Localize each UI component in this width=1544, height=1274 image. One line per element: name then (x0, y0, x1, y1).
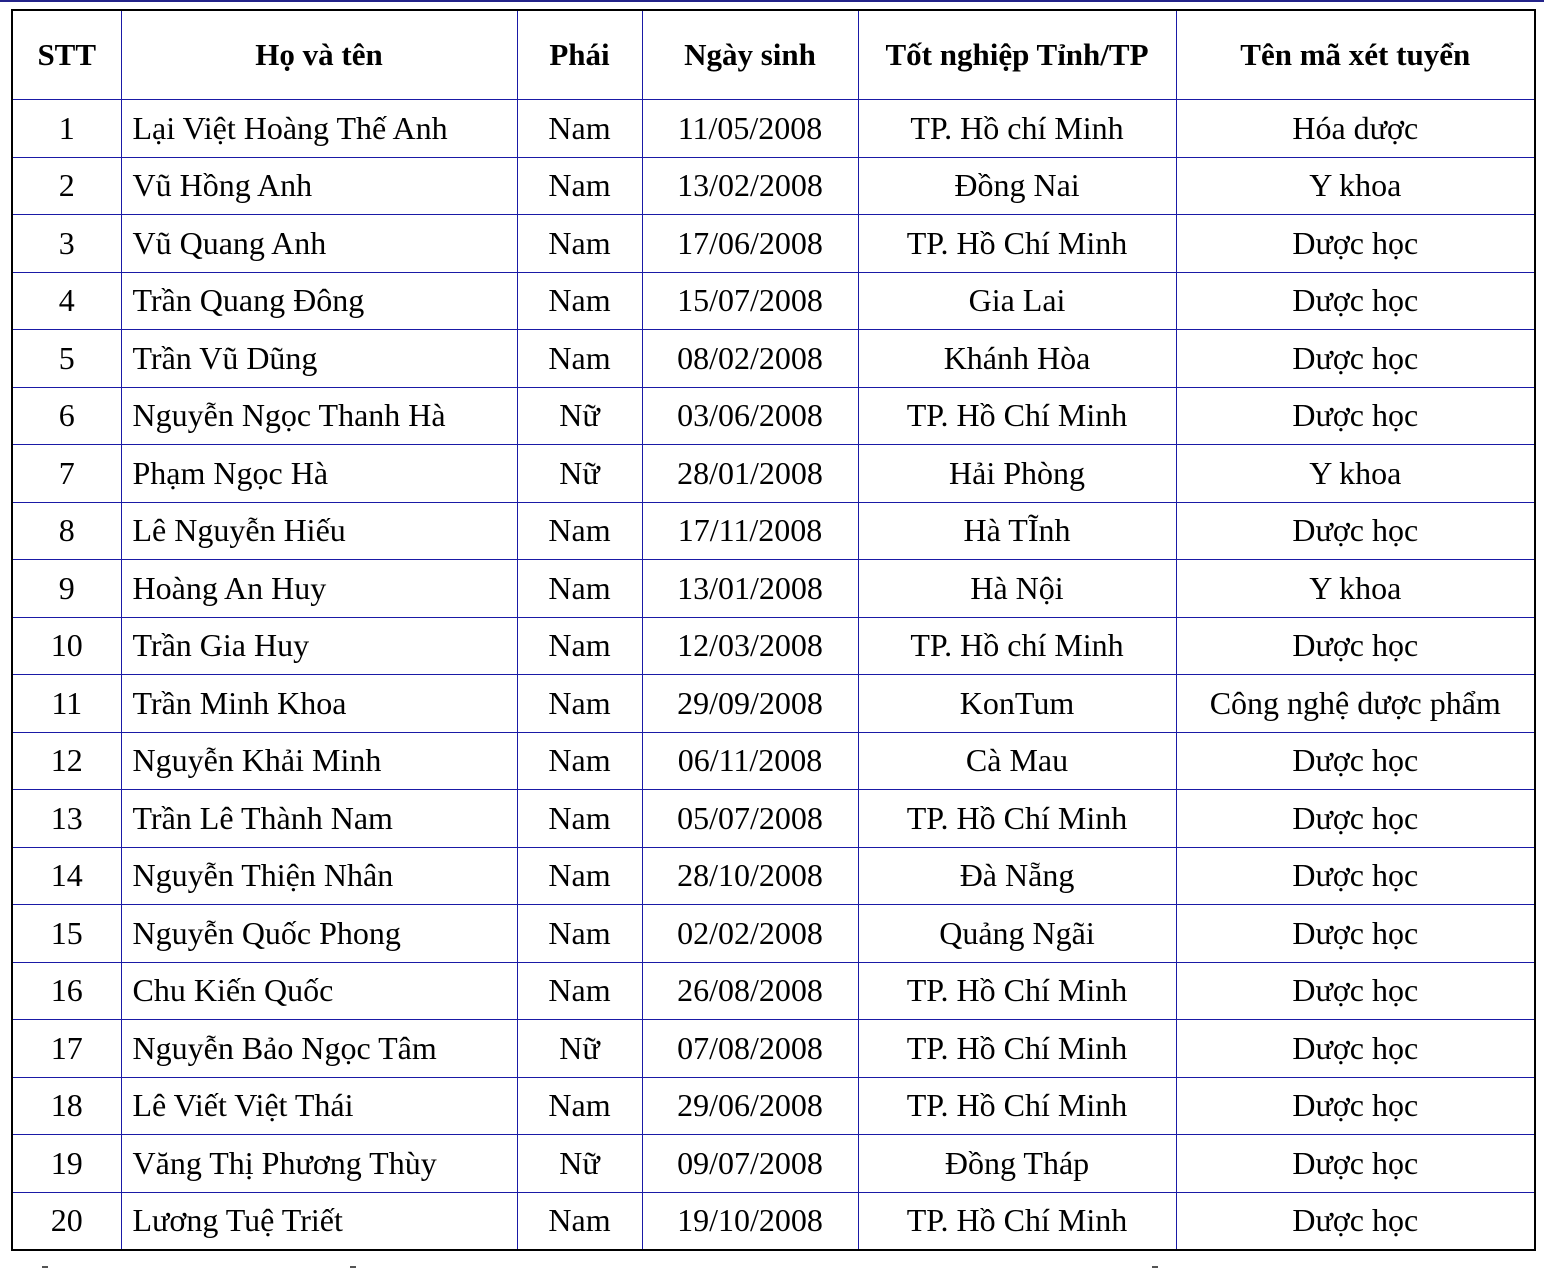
table-row (12, 1192, 1535, 1250)
cell-sex: Nam (517, 215, 642, 273)
table-row (12, 157, 1535, 215)
table-row (12, 790, 1535, 848)
table-row (12, 1020, 1535, 1078)
cell-dob: 02/02/2008 (642, 905, 858, 963)
cell-sex: Nam (517, 617, 642, 675)
cell-province: TP. Hồ Chí Minh (858, 1192, 1176, 1250)
cell-province: Cà Mau (858, 732, 1176, 790)
cell-province: TP. Hồ chí Minh (858, 100, 1176, 158)
cell-sex: Nam (517, 790, 642, 848)
cell-province: TP. Hồ Chí Minh (858, 1020, 1176, 1078)
cell-province: Hà Nội (858, 560, 1176, 618)
table-row (12, 272, 1535, 330)
cell-dob: 07/08/2008 (642, 1020, 858, 1078)
cell-sex: Nam (517, 100, 642, 158)
header-major: Tên mã xét tuyển (1176, 10, 1535, 100)
cell-stt: 18 (12, 1077, 121, 1135)
cell-stt: 11 (12, 675, 121, 733)
cell-major: Dược học (1176, 617, 1535, 675)
cell-dob: 29/06/2008 (642, 1077, 858, 1135)
cell-dob: 12/03/2008 (642, 617, 858, 675)
cell-province: Đồng Nai (858, 157, 1176, 215)
cell-dob: 17/06/2008 (642, 215, 858, 273)
cell-dob: 28/01/2008 (642, 445, 858, 503)
cell-province: Khánh Hòa (858, 330, 1176, 388)
cell-sex: Nam (517, 1192, 642, 1250)
cell-name: Trần Quang Đông (121, 272, 517, 330)
cell-stt: 1 (12, 100, 121, 158)
table-row (12, 617, 1535, 675)
table-body (12, 100, 1535, 1251)
cell-name: Lại Việt Hoàng Thế Anh (121, 100, 517, 158)
table-row (12, 502, 1535, 560)
cell-province: Quảng Ngãi (858, 905, 1176, 963)
cell-province: TP. Hồ Chí Minh (858, 790, 1176, 848)
cell-major: Dược học (1176, 847, 1535, 905)
cell-major: Công nghệ dược phẩm (1176, 675, 1535, 733)
cell-stt: 16 (12, 962, 121, 1020)
header-dob: Ngày sinh (642, 10, 858, 100)
header-name: Họ và tên (121, 10, 517, 100)
cell-major: Dược học (1176, 330, 1535, 388)
table-row (12, 100, 1535, 158)
cell-major: Dược học (1176, 962, 1535, 1020)
cell-dob: 11/05/2008 (642, 100, 858, 158)
cell-stt: 5 (12, 330, 121, 388)
table-row (12, 675, 1535, 733)
cell-major: Dược học (1176, 732, 1535, 790)
cell-major: Dược học (1176, 387, 1535, 445)
cell-province: TP. Hồ Chí Minh (858, 1077, 1176, 1135)
cell-major: Dược học (1176, 1077, 1535, 1135)
cell-stt: 10 (12, 617, 121, 675)
top-rule (0, 0, 1544, 2)
cell-dob: 26/08/2008 (642, 962, 858, 1020)
cell-stt: 6 (12, 387, 121, 445)
cell-province: TP. Hồ chí Minh (858, 617, 1176, 675)
cell-dob: 13/02/2008 (642, 157, 858, 215)
cell-stt: 9 (12, 560, 121, 618)
cell-name: Trần Vũ Dũng (121, 330, 517, 388)
cell-dob: 28/10/2008 (642, 847, 858, 905)
cut-off-text-line (0, 1262, 1544, 1274)
cell-stt: 14 (12, 847, 121, 905)
cell-sex: Nữ (517, 1135, 642, 1193)
cell-sex: Nam (517, 905, 642, 963)
cell-name: Trần Gia Huy (121, 617, 517, 675)
cell-province: TP. Hồ Chí Minh (858, 387, 1176, 445)
cell-major: Y khoa (1176, 157, 1535, 215)
cell-dob: 19/10/2008 (642, 1192, 858, 1250)
cell-name: Nguyễn Thiện Nhân (121, 847, 517, 905)
cell-name: Lương Tuệ Triết (121, 1192, 517, 1250)
cell-sex: Nam (517, 675, 642, 733)
cell-dob: 29/09/2008 (642, 675, 858, 733)
table-row (12, 1077, 1535, 1135)
cell-dob: 15/07/2008 (642, 272, 858, 330)
cell-major: Y khoa (1176, 445, 1535, 503)
cell-dob: 03/06/2008 (642, 387, 858, 445)
cell-sex: Nữ (517, 1020, 642, 1078)
cell-name: Lê Nguyễn Hiếu (121, 502, 517, 560)
cell-dob: 08/02/2008 (642, 330, 858, 388)
cell-stt: 17 (12, 1020, 121, 1078)
cell-province: Hải Phòng (858, 445, 1176, 503)
table-row (12, 1135, 1535, 1193)
cell-stt: 13 (12, 790, 121, 848)
cell-stt: 20 (12, 1192, 121, 1250)
cell-stt: 8 (12, 502, 121, 560)
cell-major: Dược học (1176, 790, 1535, 848)
cell-dob: 17/11/2008 (642, 502, 858, 560)
table-row (12, 215, 1535, 273)
cell-dob: 05/07/2008 (642, 790, 858, 848)
header-province: Tốt nghiệp Tỉnh/TP (858, 10, 1176, 100)
cell-name: Phạm Ngọc Hà (121, 445, 517, 503)
table-row (12, 962, 1535, 1020)
table-row (12, 330, 1535, 388)
cell-major: Dược học (1176, 272, 1535, 330)
cell-stt: 7 (12, 445, 121, 503)
cell-major: Dược học (1176, 1192, 1535, 1250)
cell-province: Đồng Tháp (858, 1135, 1176, 1193)
cell-stt: 12 (12, 732, 121, 790)
cell-name: Văng Thị Phương Thùy (121, 1135, 517, 1193)
cell-major: Dược học (1176, 1135, 1535, 1193)
cell-name: Nguyễn Bảo Ngọc Tâm (121, 1020, 517, 1078)
cell-sex: Nữ (517, 387, 642, 445)
cell-province: Đà Nẵng (858, 847, 1176, 905)
table-row (12, 445, 1535, 503)
cell-name: Nguyễn Quốc Phong (121, 905, 517, 963)
cell-major: Y khoa (1176, 560, 1535, 618)
table-row (12, 732, 1535, 790)
table-row (12, 387, 1535, 445)
cell-name: Lê Viết Việt Thái (121, 1077, 517, 1135)
cell-sex: Nam (517, 732, 642, 790)
table-row (12, 847, 1535, 905)
cell-province: TP. Hồ Chí Minh (858, 962, 1176, 1020)
cell-name: Nguyễn Khải Minh (121, 732, 517, 790)
cell-province: TP. Hồ Chí Minh (858, 215, 1176, 273)
cell-province: KonTum (858, 675, 1176, 733)
cell-stt: 19 (12, 1135, 121, 1193)
cell-sex: Nam (517, 330, 642, 388)
header-stt: STT (12, 10, 121, 100)
cell-name: Hoàng An Huy (121, 560, 517, 618)
cell-major: Dược học (1176, 502, 1535, 560)
cell-stt: 15 (12, 905, 121, 963)
table-row (12, 560, 1535, 618)
cell-sex: Nam (517, 560, 642, 618)
table-header-row (12, 10, 1535, 100)
student-table (11, 9, 1536, 1251)
cell-dob: 09/07/2008 (642, 1135, 858, 1193)
cell-sex: Nam (517, 157, 642, 215)
cell-stt: 2 (12, 157, 121, 215)
cell-name: Chu Kiến Quốc (121, 962, 517, 1020)
cell-name: Vũ Quang Anh (121, 215, 517, 273)
cell-sex: Nữ (517, 445, 642, 503)
cell-major: Hóa dược (1176, 100, 1535, 158)
cell-dob: 13/01/2008 (642, 560, 858, 618)
cell-name: Vũ Hồng Anh (121, 157, 517, 215)
cell-sex: Nam (517, 272, 642, 330)
cell-name: Trần Minh Khoa (121, 675, 517, 733)
cell-name: Nguyễn Ngọc Thanh Hà (121, 387, 517, 445)
table-row (12, 905, 1535, 963)
cell-province: Gia Lai (858, 272, 1176, 330)
cell-major: Dược học (1176, 905, 1535, 963)
cell-name: Trần Lê Thành Nam (121, 790, 517, 848)
cell-stt: 3 (12, 215, 121, 273)
cell-major: Dược học (1176, 1020, 1535, 1078)
cell-sex: Nam (517, 502, 642, 560)
cell-province: Hà TĨnh (858, 502, 1176, 560)
student-list (11, 9, 1536, 1251)
cell-dob: 06/11/2008 (642, 732, 858, 790)
cell-sex: Nam (517, 847, 642, 905)
cell-stt: 4 (12, 272, 121, 330)
cell-sex: Nam (517, 1077, 642, 1135)
cell-sex: Nam (517, 962, 642, 1020)
header-sex: Phái (517, 10, 642, 100)
cell-major: Dược học (1176, 215, 1535, 273)
